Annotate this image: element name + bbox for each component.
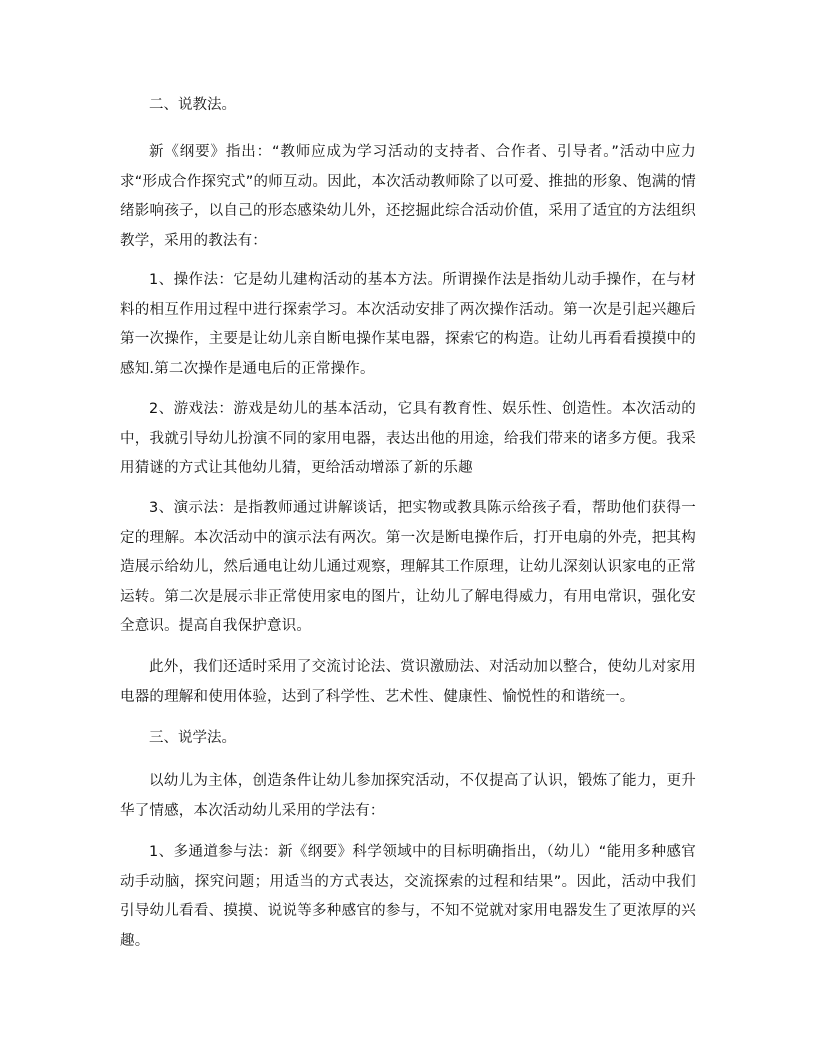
method3-paragraph: 3、演示法：是指教师通过讲解谈话，把实物或教具陈示给孩子看，帮助他们获得一定的理解。本次活动中的演示法有两次。第一次是断电操作后，打开电扇的外壳，把其构造展示给幼儿，然后通电让幼儿通过观察，理解其工作原理，让幼儿深刻认识家电的正常运转。第二次是展示非正常使用家电的图片，让幼儿了解电得威力，有用电常识，强化安全意识。提高自我保护意识。 bbox=[120, 500, 696, 634]
learn1-paragraph: 1、多通道参与法：新《纲要》科学领域中的目标明确指出，（幼儿）“能用多种感官动手动脑，探究问题；用适当的方式表达，交流探索的过程和结果”。因此，活动中我们引导幼儿看看、摸摸、说说等多种感官的参与，不知不觉就对家用电器发生了更浓厚的兴趣。 bbox=[120, 844, 696, 949]
section2-intro-paragraph: 新《纲要》指出：“教师应成为学习活动的支持者、合作者、引导者。”活动中应力求“形成合作探究式”的师互动。因此，本次活动教师除了以可爱、推拙的形象、饱满的情绪影响孩子，以自己的形态感染幼儿外，还挖掘此综合活动价值，采用了适宜的方法组织教学，采用的教法有： bbox=[120, 144, 696, 249]
method1-paragraph: 1、操作法：它是幼儿建构活动的基本方法。所谓操作法是指幼儿动手操作，在与材料的相互作用过程中进行探索学习。本次活动安排了两次操作活动。第一次是引起兴趣后第一次操作，主要是让幼儿亲自断电操作某电器，探索它的构造。让幼儿再看看摸摸中的感知.第二次操作是通电后的正常操作。 bbox=[120, 272, 696, 377]
section3-intro-paragraph: 以幼儿为主体，创造条件让幼儿参加探究活动，不仅提高了认识，锻炼了能力，更升华了情感，本次活动幼儿采用的学法有： bbox=[120, 773, 696, 819]
section2-summary-paragraph: 此外，我们还适时采用了交流讨论法、赏识激励法、对活动加以整合，使幼儿对家用电器的理解和使用体验，达到了科学性、艺术性、健康性、愉悦性的和谐统一。 bbox=[120, 659, 696, 705]
method2-paragraph: 2、游戏法：游戏是幼儿的基本活动，它具有教育性、娱乐性、创造性。本次活动的中，我就引导幼儿扮演不同的家用电器，表达出他的用途，给我们带来的诸多方便。我采用猜谜的方式让其他幼儿猜，更给活动增添了新的乐趣 bbox=[120, 401, 696, 476]
section3-heading: 三、说学法。 bbox=[149, 730, 236, 746]
section2-heading: 二、说教法。 bbox=[149, 97, 236, 113]
